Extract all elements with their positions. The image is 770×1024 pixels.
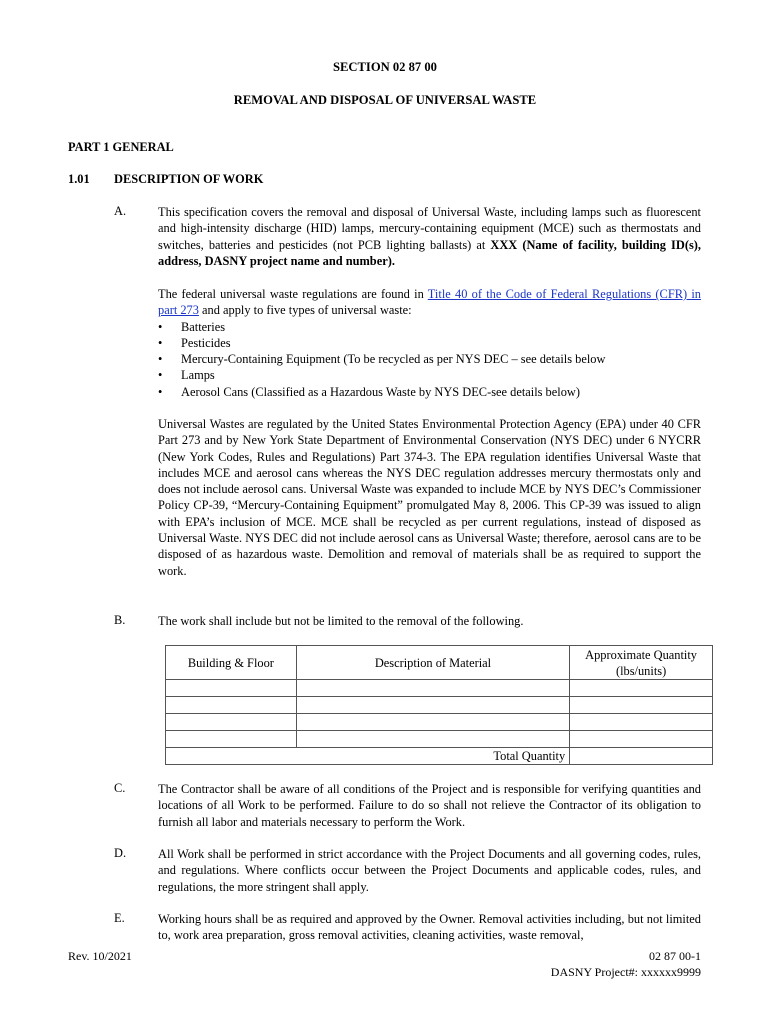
list-item: • Lamps: [158, 368, 215, 383]
list-item: • Mercury-Containing Equipment (To be recycled as per NYS DEC – see details below: [158, 352, 606, 367]
table-cell[interactable]: [166, 714, 297, 731]
table-cell[interactable]: [296, 680, 569, 697]
item-e-marker: E.: [114, 911, 125, 925]
revision-label: Rev. 10/2021: [68, 949, 132, 963]
item-a-paragraph-2: [158, 286, 701, 400]
table-row: [166, 697, 713, 714]
col-header-quantity: Approximate Quantity (lbs/units): [570, 646, 713, 680]
project-number: DASNY Project#: xxxxxx9999: [550, 965, 701, 979]
table-cell[interactable]: [570, 697, 713, 714]
item-c-marker: C.: [114, 781, 126, 795]
table-cell[interactable]: [570, 680, 713, 697]
table-row: [166, 680, 713, 697]
bullet-icon: •: [158, 319, 163, 334]
table-cell[interactable]: [296, 697, 569, 714]
cfr-link[interactable]: Title 40 of the Code of Federal Regulations (CFR) in part 273: [158, 287, 701, 318]
table-cell[interactable]: [296, 714, 569, 731]
section-number: SECTION 02 87 00: [333, 60, 437, 74]
table-cell[interactable]: [296, 731, 569, 748]
item-e-text: Working hours shall be as required and approved by the Owner. Removal activities including, but not limited to, work area preparation, gross removal activities, cleaning activities, waste removal,: [158, 912, 701, 943]
table-header-row: [166, 646, 713, 680]
col-header-building: Building & Floor: [166, 646, 297, 680]
item-d-text: All Work shall be performed in strict accordance with the Project Documents and all governing codes, rules, and regulations. Where conflicts occur between the Project Documents and applicable codes, rules, and regulations, the more stringent shall apply.: [158, 847, 701, 894]
table-total-row: [166, 748, 713, 765]
table-cell[interactable]: [166, 680, 297, 697]
table-cell[interactable]: [166, 697, 297, 714]
article-title: DESCRIPTION OF WORK: [114, 172, 264, 186]
item-c-text: The Contractor shall be aware of all conditions of the Project and is responsible for verifying quantities and locations of all Work to be performed. Failure to do so shall not relieve the Contractor of its obligation to furnish all labor and materials necessary to perform the Work.: [158, 782, 701, 829]
item-b-marker: B.: [114, 613, 126, 627]
table-row: [166, 731, 713, 748]
total-quantity-label: Total Quantity: [296, 748, 569, 765]
table-cell[interactable]: [166, 731, 297, 748]
total-spacer: [166, 748, 297, 765]
list-item: • Batteries: [158, 319, 226, 334]
item-a-p1-text: This specification covers the removal and disposal of Universal Waste, including lamps such as fluorescent and high-intensity discharge (HID) lamps, mercury-containing equipment (MCE) such as thermostats and switches, batteries and pesticides (not PCB lighting ballasts) at: [158, 205, 701, 252]
total-quantity-value[interactable]: [570, 748, 713, 765]
waste-types-list: [158, 319, 701, 400]
bullet-icon: •: [158, 352, 163, 367]
item-b-text: The work shall include but not be limited to the removal of the following.: [158, 614, 524, 628]
item-a-paragraph-3: Universal Wastes are regulated by the United States Environmental Protection Agency (EPA) under 40 CFR Part 273 and by New York State Department of Environmental Conservation (NYS DEC) under 6 NYCRR (New York Codes, Rules and Regulations) Part 374-3. The EPA regulation identifies Universal Waste that includes MCE and aerosol cans whereas the NYS DEC regulation addresses mercury thermostats only and does not include aerosol cans. Universal Waste was expanded to include MCE by NYS DEC’s Commissioner Policy CP-39, “Mercury-Containing Equipment” promulgated May 8, 2006. This CP-39 was issued to align with EPA’s inclusion of MCE. MCE shall be recycled as per current regulations, instead of disposed as Universal Waste. NYS DEC did not include aerosol cans as Universal Waste; therefore, aerosol cans are to be disposed of as hazardous waste. Demolition and removal of materials shall be as required to support the work.: [158, 417, 701, 578]
table-cell[interactable]: [570, 714, 713, 731]
section-title: REMOVAL AND DISPOSAL OF UNIVERSAL WASTE: [233, 93, 537, 107]
part-heading: PART 1 GENERAL: [68, 140, 174, 154]
bullet-icon: •: [158, 368, 163, 383]
item-a-p2-pre: The federal universal waste regulations are found in: [158, 287, 428, 301]
col-header-description: Description of Material: [296, 646, 569, 680]
bullet-icon: •: [158, 384, 163, 399]
item-a-p1-bold: XXX (Name of facility, building ID(s), address, DASNY project name and number).: [158, 237, 701, 268]
bullet-icon: •: [158, 335, 163, 350]
list-item: • Aerosol Cans (Classified as a Hazardous Waste by NYS DEC-see details below): [158, 384, 580, 399]
article-number: 1.01: [68, 172, 90, 186]
item-d-marker: D.: [114, 846, 127, 860]
list-item: • Pesticides: [158, 335, 231, 350]
item-a-paragraph-1: [158, 204, 701, 269]
item-a-marker: A.: [114, 204, 127, 218]
page-number: 02 87 00-1: [649, 949, 701, 963]
table-row: [166, 714, 713, 731]
item-a-p2-post: and apply to five types of universal waste:: [198, 303, 412, 318]
materials-table: [165, 645, 713, 765]
table-cell[interactable]: [570, 731, 713, 748]
